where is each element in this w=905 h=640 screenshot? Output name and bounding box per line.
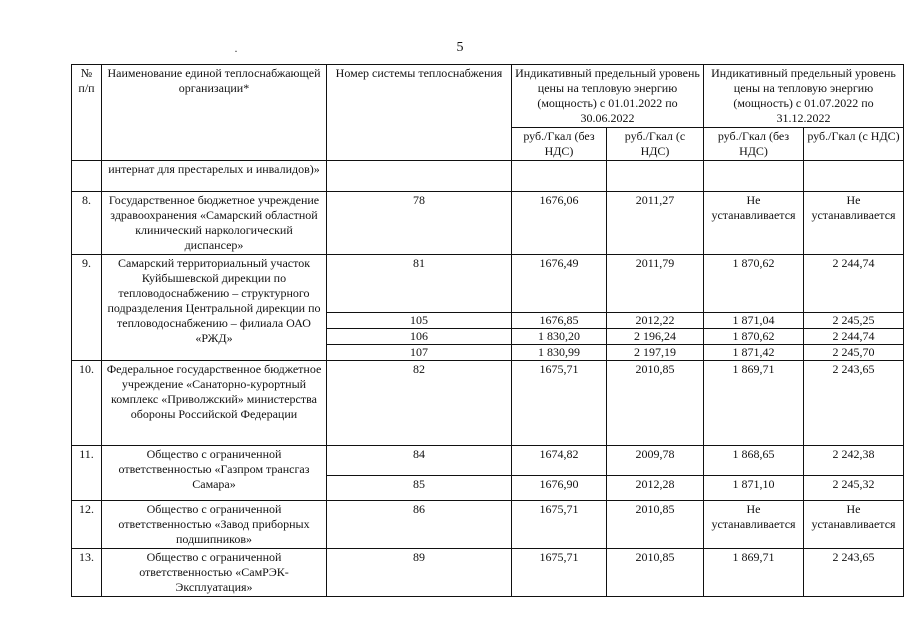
table-row xyxy=(72,161,904,192)
price-p1-vat: 2012,22 xyxy=(607,313,704,329)
unit-p2-vat: руб./Гкал (с НДС) xyxy=(804,128,904,161)
price-p1-no-vat: 1 830,20 xyxy=(512,329,607,345)
price-p2-vat: 2 243,65 xyxy=(804,549,904,597)
row-number: 9. xyxy=(72,255,102,361)
price-p1-vat: 2010,85 xyxy=(607,549,704,597)
price-p2-vat: 2 243,65 xyxy=(804,361,904,446)
price-p2-vat: 2 244,74 xyxy=(804,329,904,345)
system-number: 89 xyxy=(327,549,512,597)
header-period-1: Индикативный предельный уровень цены на тепловую энергию (мощность) с 01.01.2022 по 30.06.2022 xyxy=(512,65,704,128)
price-p1-vat: 2011,79 xyxy=(607,255,704,313)
price-p1-vat: 2012,28 xyxy=(607,476,704,501)
price-p1-vat: 2010,85 xyxy=(607,361,704,446)
org-name: Общество с ограниченной ответственностью «СамРЭК-Эксплуатация» xyxy=(102,549,327,597)
row-number: 8. xyxy=(72,192,102,255)
price-p1-vat: 2009,78 xyxy=(607,446,704,476)
price-p1-no-vat: 1675,71 xyxy=(512,501,607,549)
price-p2-no-vat: 1 871,10 xyxy=(704,476,804,501)
table-row xyxy=(72,446,904,476)
price-p2-vat: Не устанавливается xyxy=(804,192,904,255)
header-period-2: Индикативный предельный уровень цены на тепловую энергию (мощность) с 01.07.2022 по 31.12.2022 xyxy=(704,65,904,128)
system-number: 86 xyxy=(327,501,512,549)
price-p2-no-vat: 1 868,65 xyxy=(704,446,804,476)
system-number: 84 xyxy=(327,446,512,476)
org-name: Государственное бюджетное учреждение здравоохранения «Самарский областной клинический наркологический диспансер» xyxy=(102,192,327,255)
price-p2-no-vat: Не устанавливается xyxy=(704,501,804,549)
price-p1-no-vat: 1676,49 xyxy=(512,255,607,313)
table-row xyxy=(72,192,904,255)
price-p2-no-vat: 1 870,62 xyxy=(704,329,804,345)
price-p1-vat: 2010,85 xyxy=(607,501,704,549)
unit-p1-vat: руб./Гкал (с НДС) xyxy=(607,128,704,161)
price-p2-vat: 2 244,74 xyxy=(804,255,904,313)
system-number: 106 xyxy=(327,329,512,345)
price-p2-no-vat: Не устанавливается xyxy=(704,192,804,255)
row-number: 10. xyxy=(72,361,102,446)
price-p1-no-vat: 1674,82 xyxy=(512,446,607,476)
header-row xyxy=(72,65,904,128)
org-name: Общество с ограниченной ответственностью «Газпром трансгаз Самара» xyxy=(102,446,327,501)
price-p1-no-vat: 1 830,99 xyxy=(512,345,607,361)
table-row xyxy=(72,255,904,313)
price-p1-no-vat: 1675,71 xyxy=(512,361,607,446)
table-row xyxy=(72,501,904,549)
system-number: 107 xyxy=(327,345,512,361)
unit-p1-no-vat: руб./Гкал (без НДС) xyxy=(512,128,607,161)
price-table xyxy=(71,64,904,597)
header-system: Номер системы теплоснабжения xyxy=(327,65,512,161)
row-number: 11. xyxy=(72,446,102,501)
system-number: 78 xyxy=(327,192,512,255)
org-name: Федеральное государственное бюджетное учреждение «Санаторно-курортный комплекс «Приволжский» министерства обороны Российской Федерации xyxy=(102,361,327,446)
system-number: 85 xyxy=(327,476,512,501)
org-name: Общество с ограниченной ответственностью «Завод приборных подшипников» xyxy=(102,501,327,549)
price-p2-vat: 2 245,70 xyxy=(804,345,904,361)
price-p1-vat: 2011,27 xyxy=(607,192,704,255)
price-p2-no-vat: 1 869,71 xyxy=(704,361,804,446)
org-name: Самарский территориальный участок Куйбышевской дирекции по тепловодоснабжению – структурного подразделения Центральной дирекции по тепловодоснабжению – филиала ОАО «РЖД» xyxy=(102,255,327,361)
system-number: 82 xyxy=(327,361,512,446)
unit-p2-no-vat: руб./Гкал (без НДС) xyxy=(704,128,804,161)
price-p2-no-vat: 1 871,04 xyxy=(704,313,804,329)
scan-speck: · xyxy=(234,44,238,58)
system-number: 81 xyxy=(327,255,512,313)
table-row xyxy=(72,549,904,597)
price-p2-vat: 2 245,25 xyxy=(804,313,904,329)
org-name: интернат для престарелых и инвалидов)» xyxy=(102,161,327,192)
price-p1-vat: 2 196,24 xyxy=(607,329,704,345)
header-name: Наименование единой теплоснабжающей организации* xyxy=(102,65,327,161)
price-p1-no-vat: 1676,85 xyxy=(512,313,607,329)
price-p2-no-vat: 1 871,42 xyxy=(704,345,804,361)
price-p2-vat: Не устанавливается xyxy=(804,501,904,549)
price-p1-no-vat: 1675,71 xyxy=(512,549,607,597)
row-number: 12. xyxy=(72,501,102,549)
price-p2-no-vat: 1 870,62 xyxy=(704,255,804,313)
price-p2-vat: 2 242,38 xyxy=(804,446,904,476)
price-p2-no-vat: 1 869,71 xyxy=(704,549,804,597)
row-number: 13. xyxy=(72,549,102,597)
price-p2-vat: 2 245,32 xyxy=(804,476,904,501)
header-num: № п/п xyxy=(72,65,102,161)
price-p1-no-vat: 1676,06 xyxy=(512,192,607,255)
price-p1-no-vat: 1676,90 xyxy=(512,476,607,501)
price-p1-vat: 2 197,19 xyxy=(607,345,704,361)
system-number: 105 xyxy=(327,313,512,329)
page-number: 5 xyxy=(456,40,464,55)
table-row xyxy=(72,361,904,446)
